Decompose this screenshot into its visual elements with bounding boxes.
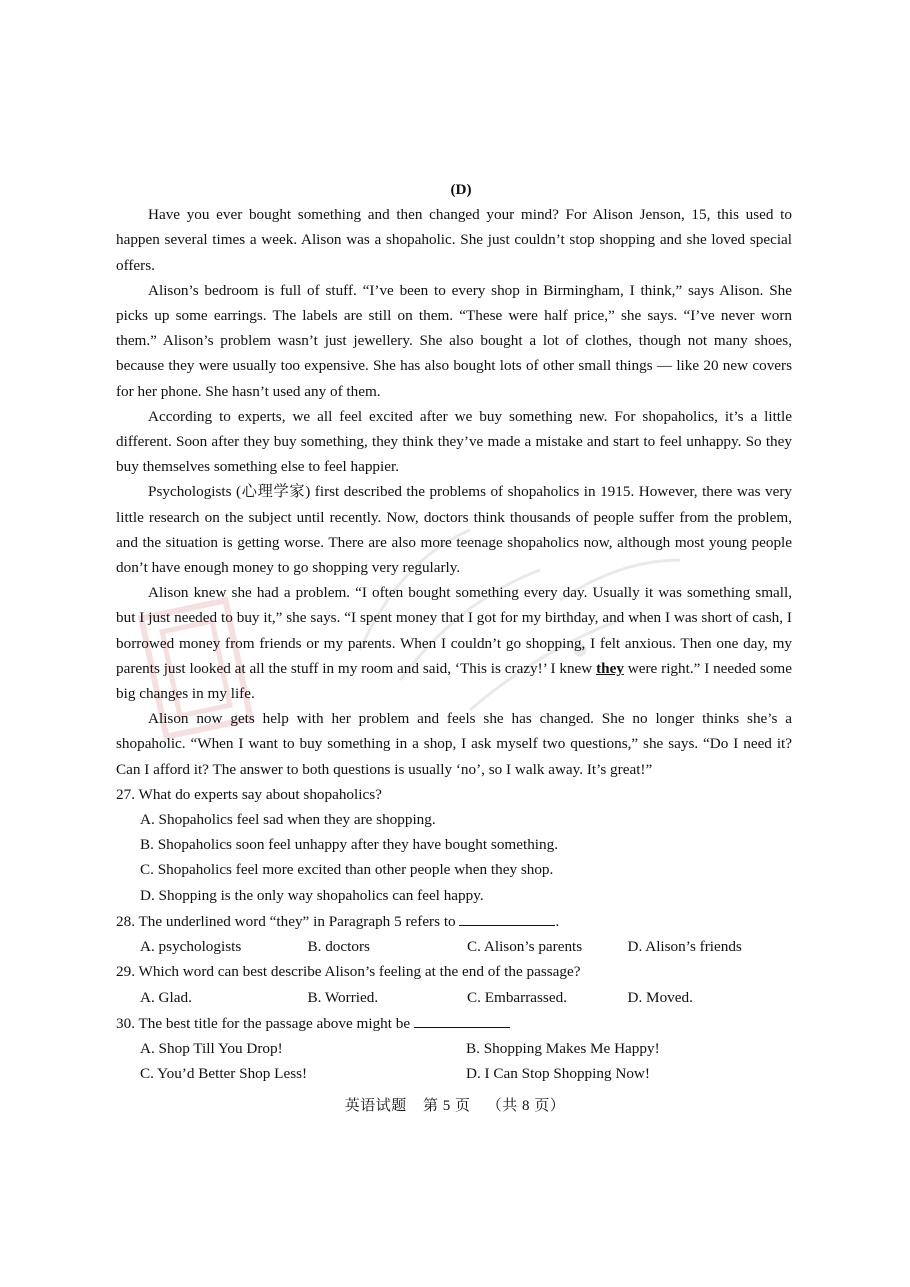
paragraph-5-before: Alison knew she had a problem. “I often bought something every day. Usually it was something small, but I just needed to buy it,” she says. “I spent money that I got for my birthday, and when I was short of cash, I borrowed money from friends or my parents. When I couldn’t go shopping, I felt anxious. Then one day, my parents just looked at all the stuff in my room and said, ‘This is crazy!’ I knew (116, 584, 792, 677)
options-row (116, 1061, 792, 1086)
paragraph-3: According to experts, we all feel excited after we buy something new. For shopaholics, it’s a little different. Soon after they buy something, they think they’ve made a mistake and start to feel unhappy. So they buy themselves something else to feel happier. (116, 407, 792, 476)
question-stem (116, 908, 792, 934)
options-row (116, 1036, 792, 1061)
paragraph-5 (116, 580, 792, 706)
question-28 (116, 908, 792, 959)
question-stem-text: 30. The best title for the passage above might be (116, 1014, 411, 1032)
option-c[interactable]: C. Shopaholics feel more excited than other people when they shop. (140, 861, 554, 879)
option-a[interactable]: A. Glad. (140, 988, 192, 1006)
footer-subject: 英语试题 (344, 1098, 407, 1114)
option-d[interactable]: D. Moved. (627, 988, 693, 1006)
paragraph-4: Psychologists (心理学家) first described the problems of shopaholics in 1915. However, there was very little research on the subject until recently. Now, doctors think thousands of people suffer from the problem, and the situation is getting worse. There are also more teenage shopaholics now, although most young people don’t have enough money to go shopping very regularly. (116, 483, 792, 577)
option-b[interactable]: B. doctors (307, 938, 370, 956)
paragraph-6: Alison now gets help with her problem and feels she has changed. She no longer thinks she’s a shopaholic. “When I want to buy something in a shop, I ask myself two questions,” she says. “Do I need it? Can I afford it? The answer to both questions is usually ‘no’, so I walk away. It’s great!” (116, 710, 792, 778)
option-c[interactable]: C. Alison’s parents (467, 938, 583, 956)
options-row (116, 934, 792, 959)
section-title: (D) (450, 181, 472, 198)
question-29 (116, 959, 792, 1009)
exam-content (116, 177, 792, 1086)
option-b[interactable]: B. Shopping Makes Me Happy! (466, 1039, 660, 1057)
option-c[interactable]: C. Embarrassed. (467, 988, 567, 1006)
option-b[interactable]: B. Shopaholics soon feel unhappy after they have bought something. (140, 836, 558, 854)
question-stem (116, 1010, 792, 1036)
question-27 (116, 782, 792, 908)
option-c[interactable]: C. You’d Better Shop Less! (140, 1065, 308, 1083)
answer-blank (414, 1010, 510, 1028)
paragraph-2: Alison’s bedroom is full of stuff. “I’ve been to every shop in Birmingham, I think,” says Alison. She picks up some earrings. The labels are still on them. “These were half price,” she says. “I’ve never worn them.” Alison’s problem wasn’t just jewellery. She also bought a lot of clothes, though not many shoes, because they were usually too expensive. She has also bought lots of other small things — like 20 new covers for her phone. She hasn’t used any of them. (116, 281, 792, 400)
question-stem: 27. What do experts say about shopaholics? (116, 785, 382, 803)
question-stem-end: . (555, 912, 560, 930)
option-a[interactable]: A. Shop Till You Drop! (140, 1039, 283, 1057)
question-30 (116, 1010, 792, 1087)
paragraph-5-after: were right.” I needed some big changes in my life. (116, 659, 792, 703)
option-a[interactable]: A. Shopaholics feel sad when they are shopping. (140, 811, 436, 829)
underlined-word: they (596, 659, 624, 677)
option-d[interactable]: D. Shopping is the only way shopaholics can feel happy. (140, 886, 484, 904)
question-stem-text: 28. The underlined word “they” in Paragraph 5 refers to (116, 912, 456, 930)
footer-page-number: 第 5 页 (422, 1098, 471, 1114)
option-a[interactable]: A. psychologists (140, 938, 242, 956)
footer-total-pages: （共 8 页） (486, 1098, 566, 1114)
page-footer (0, 1094, 910, 1115)
question-stem: 29. Which word can best describe Alison’s feeling at the end of the passage? (116, 963, 581, 981)
option-d[interactable]: D. Alison’s friends (627, 938, 742, 956)
paragraph-1: Have you ever bought something and then changed your mind? For Alison Jenson, 15, this used to happen several times a week. Alison was a shopaholic. She just couldn’t stop shopping and she loved special offers. (116, 206, 792, 274)
option-d[interactable]: D. I Can Stop Shopping Now! (466, 1065, 650, 1083)
options-row (116, 985, 792, 1010)
option-b[interactable]: B. Worried. (307, 988, 379, 1006)
answer-blank (459, 908, 555, 926)
